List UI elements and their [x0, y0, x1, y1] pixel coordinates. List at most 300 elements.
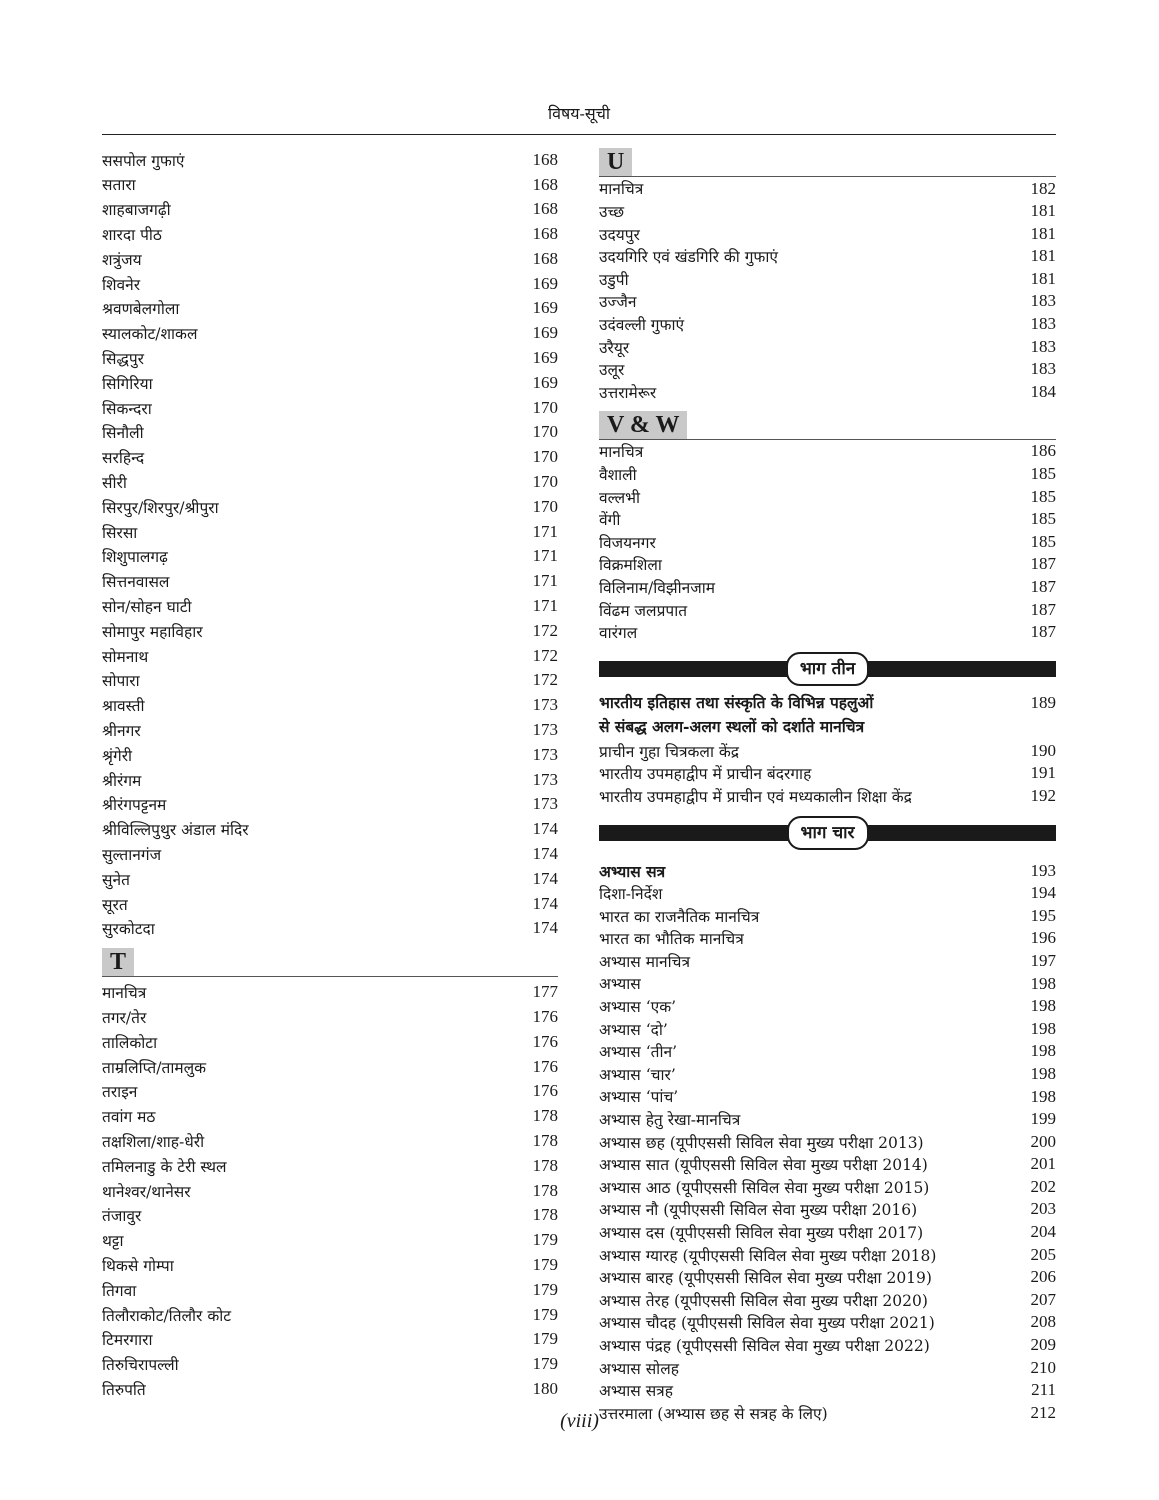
entry-title: श्रीविल्लिपुथुर अंडाल मंदिर: [102, 821, 249, 840]
entry-title: सतारा: [102, 176, 136, 195]
part-three-entries-list: [599, 739, 1056, 807]
entry-page: 173: [532, 695, 558, 715]
entry-title: उडुपी: [599, 270, 629, 289]
toc-entry: [599, 598, 1056, 621]
page-number: (viii): [560, 1410, 599, 1432]
entry-page: 169: [532, 298, 558, 318]
entry-title: शत्रुंजय: [102, 250, 142, 269]
entry-page: 170: [532, 472, 558, 492]
entry-title: अभ्यास ‘पांच’: [599, 1088, 679, 1107]
entry-title: सीरी: [102, 474, 127, 493]
entry-title: तवांग मठ: [102, 1108, 156, 1127]
heading-line-1: भारतीय इतिहास तथा संस्कृति के विभिन्न पहलुओं: [599, 693, 874, 713]
entry-page: 212: [1030, 1402, 1056, 1422]
entry-title: भारत का भौतिक मानचित्र: [599, 930, 744, 949]
entry-page: 199: [1030, 1109, 1056, 1129]
toc-entry: [599, 177, 1056, 200]
entry-title: उरैयूर: [599, 338, 630, 357]
entry-page: 185: [1030, 486, 1056, 506]
entry-title: अभ्यास दस (यूपीएससी सिविल सेवा मुख्य परीक्षा 2017): [599, 1224, 924, 1243]
entry-title: श्रीनगर: [102, 721, 141, 740]
toc-entry: [599, 290, 1056, 313]
entry-title: विलिनाम/विझीनजाम: [599, 578, 716, 597]
toc-entry: [102, 270, 558, 295]
entry-title: तिगवा: [102, 1281, 137, 1300]
entry-page: 179: [532, 1354, 558, 1374]
entry-page: 176: [532, 1056, 558, 1076]
entry-title: उत्तरमाला (अभ्यास छह से सत्रह के लिए): [599, 1404, 828, 1423]
entry-title: उलूर: [599, 361, 625, 380]
entry-title: उच्छ: [599, 203, 625, 222]
entry-title: अभ्यास पंद्रह (यूपीएससी सिविल सेवा मुख्य परीक्षा 2022): [599, 1336, 930, 1355]
toc-entry: [599, 1221, 1056, 1244]
entry-title: मानचित्र: [599, 180, 644, 199]
toc-entry: [102, 890, 558, 915]
entry-page: 206: [1030, 1267, 1056, 1287]
right-column: [599, 146, 1056, 1424]
toc-entry: [102, 915, 558, 940]
entry-page: 198: [1030, 1018, 1056, 1038]
toc-entry: [599, 1085, 1056, 1108]
entry-title: अभ्यास ‘दो’: [599, 1020, 668, 1039]
toc-entry: [599, 972, 1056, 995]
toc-entry: [102, 320, 558, 345]
toc-entry: [102, 1127, 558, 1152]
entry-title: अभ्यास सोलह: [599, 1359, 679, 1378]
toc-entry: [599, 904, 1056, 927]
toc-entry: [599, 1311, 1056, 1334]
toc-entry: [102, 791, 558, 816]
entry-page: 173: [532, 744, 558, 764]
toc-entry: [102, 196, 558, 221]
entry-page: 179: [532, 1329, 558, 1349]
entry-title: श्रीरंगम: [102, 771, 142, 790]
entry-page: 185: [1030, 509, 1056, 529]
toc-entry: [102, 840, 558, 865]
entry-page: 176: [532, 1007, 558, 1026]
entry-page: 170: [532, 422, 558, 442]
t-entries-list: [102, 979, 558, 1401]
entry-page: 180: [532, 1378, 558, 1398]
entry-page: 174: [532, 918, 558, 938]
toc-entry: [599, 1130, 1056, 1153]
entry-page: 168: [532, 248, 558, 268]
heading-page: 189: [1030, 693, 1056, 713]
entry-title: शारदा पीठ: [102, 226, 162, 245]
entry-title: सिरपुर/शिरपुर/श्रीपुरा: [102, 498, 219, 517]
heading-text: अभ्यास सत्र: [599, 861, 666, 881]
entry-title: अभ्यास चौदह (यूपीएससी सिविल सेवा मुख्य परीक्षा 2021): [599, 1314, 935, 1333]
entry-page: 174: [532, 893, 558, 913]
entry-title: तंजावुर: [102, 1207, 142, 1226]
toc-entry: [102, 1028, 558, 1053]
entry-page: 179: [532, 1254, 558, 1274]
page-title: विषय-सूची: [547, 104, 611, 123]
entry-page: 187: [1030, 554, 1056, 574]
section-header-u: [599, 146, 1056, 177]
toc-entry: [102, 979, 558, 1004]
entry-title: सोमनाथ: [102, 647, 149, 666]
toc-entry: [599, 1356, 1056, 1379]
entry-page: 203: [1030, 1199, 1056, 1219]
entry-title: श्रवणबेलगोला: [102, 300, 180, 319]
entry-page: 205: [1030, 1244, 1056, 1264]
entry-title: भारत का राजनैतिक मानचित्र: [599, 907, 760, 926]
section-letter: U: [599, 148, 632, 176]
heading-text: [599, 691, 873, 739]
part-four-banner: [599, 813, 1056, 853]
entry-title: सुरकोटदा: [102, 920, 155, 939]
entry-page: 178: [532, 1180, 558, 1200]
section-letter: T: [102, 948, 134, 976]
entry-page: 183: [1030, 336, 1056, 356]
toc-entry: [599, 335, 1056, 358]
toc-entry: [599, 621, 1056, 644]
entry-title: श्रावस्ती: [102, 697, 145, 716]
toc-entry: [599, 267, 1056, 290]
entry-page: 171: [532, 596, 558, 616]
entry-page: 211: [1031, 1380, 1056, 1400]
entry-page: 182: [1030, 178, 1056, 198]
toc-entry: [599, 995, 1056, 1018]
toc-entry: [102, 592, 558, 617]
entry-title: तगर/तेर: [102, 1008, 147, 1027]
entry-page: 183: [1030, 291, 1056, 311]
entry-title: तालिकोटा: [102, 1033, 158, 1052]
toc-entry: [599, 882, 1056, 905]
entry-title: उत्तरामेरूर: [599, 383, 657, 402]
entry-title: उज्जैन: [599, 293, 637, 312]
toc-entry: [599, 463, 1056, 486]
toc-entry: [102, 1152, 558, 1177]
section-header-t: [102, 946, 558, 977]
entry-page: 178: [532, 1205, 558, 1225]
entry-page: 197: [1030, 950, 1056, 970]
toc-entry: [102, 493, 558, 518]
toc-entry: [599, 440, 1056, 463]
toc-entry: [102, 369, 558, 394]
toc-entry: [599, 1334, 1056, 1357]
entry-title: तिरुपति: [102, 1380, 146, 1399]
heading-page: 193: [1030, 860, 1056, 880]
entry-title: उदयगिरि एवं खंडगिरि की गुफाएं: [599, 248, 778, 267]
toc-entry: [102, 468, 558, 493]
entry-title: तिलौराकोट/तिलौर कोट: [102, 1306, 232, 1325]
entry-title: अभ्यास आठ (यूपीएससी सिविल सेवा मुख्य परीक्षा 2015): [599, 1178, 930, 1197]
entry-page: 198: [1030, 1063, 1056, 1083]
entry-title: उदयपुर: [599, 225, 640, 244]
entry-page: 169: [532, 348, 558, 368]
toc-entry: [599, 949, 1056, 972]
toc-entry: [599, 200, 1056, 223]
entry-page: 187: [1030, 577, 1056, 596]
page-header: [102, 100, 1056, 135]
entry-title: अभ्यास सत्रह: [599, 1382, 673, 1401]
toc-entry: [102, 1301, 558, 1326]
entry-page: 198: [1030, 1041, 1056, 1061]
toc-entry: [102, 1078, 558, 1103]
toc-entry: [102, 1251, 558, 1276]
entry-page: 168: [532, 174, 558, 194]
entry-title: विंढम जलप्रपात: [599, 601, 688, 620]
entry-page: 186: [1030, 441, 1056, 461]
entry-title: अभ्यास ‘एक’: [599, 998, 677, 1017]
toc-entry: [599, 762, 1056, 785]
entry-page: 192: [1030, 785, 1056, 805]
toc-entry: [102, 692, 558, 717]
toc-entry: [102, 444, 558, 469]
entry-page: 187: [1030, 622, 1056, 642]
entry-page: 184: [1030, 381, 1056, 401]
toc-entry: [102, 394, 558, 419]
vw-entries-list: [599, 440, 1056, 643]
toc-entry: [599, 1017, 1056, 1040]
entry-title: तक्षशिला/शाह-धेरी: [102, 1132, 205, 1151]
entry-page: 191: [1030, 763, 1056, 783]
entry-title: सिगिरिया: [102, 374, 153, 393]
entry-page: 173: [532, 794, 558, 814]
entry-title: सिरसा: [102, 523, 138, 542]
entry-title: सिद्धपुर: [102, 350, 145, 369]
entry-page: 207: [1030, 1289, 1056, 1309]
entry-page: 173: [532, 769, 558, 789]
entry-page: 178: [532, 1155, 558, 1175]
toc-entry: [102, 344, 558, 369]
entry-page: 169: [532, 323, 558, 343]
entry-page: 171: [532, 546, 558, 566]
entry-title: सूरत: [102, 895, 128, 914]
entry-title: प्राचीन गुहा चित्रकला केंद्र: [599, 742, 740, 761]
entry-title: स्यालकोट/शाकल: [102, 325, 198, 344]
entry-title: तराइन: [102, 1083, 138, 1102]
entry-page: 202: [1030, 1176, 1056, 1196]
entry-page: 194: [1030, 883, 1056, 903]
part-four-heading: [599, 859, 1056, 882]
toc-entry: [102, 245, 558, 270]
heading-line-2: से संबद्ध अलग-अलग स्थलों को दर्शाते मानचित्र: [599, 717, 865, 737]
part-three-heading: [599, 691, 1056, 739]
entry-page: 169: [532, 372, 558, 392]
entry-page: 172: [532, 670, 558, 690]
entry-page: 178: [532, 1130, 558, 1150]
entry-page: 174: [532, 844, 558, 864]
toc-entry: [102, 667, 558, 692]
toc-entry: [102, 295, 558, 320]
entry-page: 181: [1030, 246, 1056, 266]
entry-page: 168: [532, 224, 558, 244]
toc-entry: [102, 716, 558, 741]
entry-page: 210: [1030, 1357, 1056, 1377]
entry-title: अभ्यास तेरह (यूपीएससी सिविल सेवा मुख्य परीक्षा 2020): [599, 1291, 928, 1310]
entry-page: 209: [1030, 1335, 1056, 1355]
toc-entry: [102, 617, 558, 642]
entry-page: 198: [1030, 996, 1056, 1016]
toc-entry: [102, 220, 558, 245]
entry-title: सुल्तानगंज: [102, 845, 162, 864]
entry-title: अभ्यास नौ (यूपीएससी सिविल सेवा मुख्य परीक्षा 2016): [599, 1201, 918, 1220]
entry-title: अभ्यास ‘तीन’: [599, 1043, 678, 1062]
toc-entry: [102, 1053, 558, 1078]
entry-page: 171: [532, 571, 558, 591]
entry-title: थिकसे गोम्पा: [102, 1256, 174, 1275]
toc-entry: [599, 1153, 1056, 1176]
toc-entry: [599, 1175, 1056, 1198]
section-letter: V & W: [599, 411, 687, 439]
entry-title: तिरुचिरापल्ली: [102, 1356, 179, 1375]
entry-page: 169: [532, 273, 558, 293]
toc-entry: [102, 1003, 558, 1028]
toc-entry: [102, 865, 558, 890]
entry-title: वारंगल: [599, 624, 638, 643]
toc-entry: [599, 508, 1056, 531]
toc-entry: [102, 146, 558, 171]
toc-entry: [102, 766, 558, 791]
toc-entry: [102, 1276, 558, 1301]
toc-entry: [599, 1108, 1056, 1131]
entry-page: 168: [532, 199, 558, 219]
entry-title: सोमापुर महाविहार: [102, 622, 203, 641]
entry-title: उदंवल्ली गुफाएं: [599, 316, 685, 335]
toc-entry: [599, 1243, 1056, 1266]
entry-title: भारतीय उपमहाद्वीप में प्राचीन बंदरगाह: [599, 765, 812, 784]
entry-title: तमिलनाडु के टेरी स्थल: [102, 1157, 227, 1176]
toc-entry: [102, 741, 558, 766]
part-four-entries-list: [599, 882, 1056, 1424]
toc-entry: [102, 816, 558, 841]
toc-entry: [599, 1062, 1056, 1085]
toc-entry: [599, 1266, 1056, 1289]
entry-title: शिवनेर: [102, 275, 141, 294]
entry-title: वैशाली: [599, 465, 637, 484]
toc-entry: [599, 485, 1056, 508]
toc-entry: [599, 553, 1056, 576]
toc-entry: [102, 642, 558, 667]
toc-entry: [599, 1040, 1056, 1063]
toc-entry: [599, 1198, 1056, 1221]
toc-entry: [102, 1226, 558, 1251]
entry-title: शाहबाजगढ़ी: [102, 201, 171, 220]
entry-title: मानचित्र: [599, 443, 644, 462]
entry-page: 195: [1030, 905, 1056, 925]
entry-title: सोन/सोहन घाटी: [102, 598, 192, 616]
entry-title: अभ्यास हेतु रेखा-मानचित्र: [599, 1111, 741, 1130]
toc-entry: [599, 380, 1056, 403]
entry-page: 174: [532, 819, 558, 839]
entry-page: 183: [1030, 359, 1056, 379]
toc-entry: [102, 1326, 558, 1351]
entry-page: 172: [532, 620, 558, 640]
toc-entry: [102, 1102, 558, 1127]
toc-entry: [599, 576, 1056, 599]
entry-page: 200: [1030, 1131, 1056, 1151]
entry-title: वल्लभी: [599, 488, 641, 507]
toc-entry: [599, 739, 1056, 762]
toc-entry: [599, 927, 1056, 950]
entry-title: अभ्यास छह (यूपीएससी सिविल सेवा मुख्य परीक्षा 2013): [599, 1133, 924, 1152]
entry-page: 185: [1030, 464, 1056, 484]
toc-entry: [599, 358, 1056, 381]
entry-page: 187: [1030, 599, 1056, 619]
entry-title: ससपोल गुफाएं: [102, 151, 185, 170]
entry-title: शिशुपालगढ़: [102, 548, 168, 567]
entry-title: श्रृंगेरी: [102, 746, 133, 765]
entry-page: 196: [1030, 928, 1056, 948]
section-header-vw: [599, 409, 1056, 440]
entry-title: सित्तनवासल: [102, 573, 170, 592]
entry-page: 198: [1030, 973, 1056, 993]
entry-page: 204: [1030, 1222, 1056, 1242]
toc-entry: [599, 313, 1056, 336]
entry-page: 181: [1030, 223, 1056, 243]
entry-title: सिनौली: [102, 424, 144, 443]
entry-title: अभ्यास ग्यारह (यूपीएससी सिविल सेवा मुख्य परीक्षा 2018): [599, 1246, 937, 1265]
s-entries-list: [102, 146, 558, 940]
entry-title: भारतीय उपमहाद्वीप में प्राचीन एवं मध्यकालीन शिक्षा केंद्र: [599, 787, 912, 806]
entry-title: अभ्यास सात (यूपीएससी सिविल सेवा मुख्य परीक्षा 2014): [599, 1156, 928, 1175]
part-three-banner: [599, 649, 1056, 689]
entry-title: सोपारा: [102, 672, 140, 691]
entry-page: 181: [1030, 201, 1056, 221]
toc-entry: [102, 543, 558, 568]
toc-entry: [102, 1177, 558, 1202]
entry-title: ताम्रलिप्ति/तामलुक: [102, 1058, 207, 1077]
entry-page: 172: [532, 645, 558, 665]
entry-page: 190: [1030, 740, 1056, 760]
toc-entry: [102, 1202, 558, 1227]
toc-entry: [599, 1379, 1056, 1402]
entry-title: मानचित्र: [102, 984, 147, 1003]
entry-title: अभ्यास: [599, 975, 641, 994]
toc-entry: [599, 1288, 1056, 1311]
entry-page: 181: [1030, 268, 1056, 288]
entry-page: 185: [1030, 531, 1056, 551]
entry-page: 176: [532, 1031, 558, 1051]
toc-entry: [102, 1350, 558, 1375]
entry-title: विक्रमशिला: [599, 556, 662, 575]
entry-title: थट्टा: [102, 1232, 124, 1251]
toc-entry: [102, 568, 558, 593]
toc-entry: [102, 1375, 558, 1400]
entry-page: 183: [1030, 314, 1056, 334]
toc-entry: [599, 245, 1056, 268]
entry-title: श्रीरंगपट्टनम: [102, 796, 167, 815]
entry-page: 201: [1030, 1154, 1056, 1174]
entry-page: 176: [532, 1081, 558, 1101]
entry-title: सुनेत: [102, 870, 130, 889]
entry-page: 170: [532, 397, 558, 417]
entry-title: अभ्यास मानचित्र: [599, 952, 690, 971]
entry-page: 179: [532, 1230, 558, 1250]
toc-entry: [102, 419, 558, 444]
entry-page: 178: [532, 1106, 558, 1126]
entry-page: 179: [532, 1279, 558, 1299]
entry-title: वेंगी: [599, 511, 621, 530]
left-column: [102, 146, 558, 1400]
toc-entry: [599, 530, 1056, 553]
entry-title: सिकन्दरा: [102, 399, 152, 418]
entry-title: अभ्यास बारह (यूपीएससी सिविल सेवा मुख्य परीक्षा 2019): [599, 1269, 932, 1288]
toc-entry: [102, 518, 558, 543]
u-entries-list: [599, 177, 1056, 403]
entry-page: 208: [1030, 1312, 1056, 1332]
entry-page: 168: [532, 149, 558, 169]
toc-entry: [599, 222, 1056, 245]
toc-entry: [102, 171, 558, 196]
entry-title: सरहिन्द: [102, 449, 145, 468]
entry-title: टिमरगारा: [102, 1331, 153, 1350]
entry-page: 170: [532, 496, 558, 516]
part-four-label: भाग चार: [787, 816, 869, 850]
